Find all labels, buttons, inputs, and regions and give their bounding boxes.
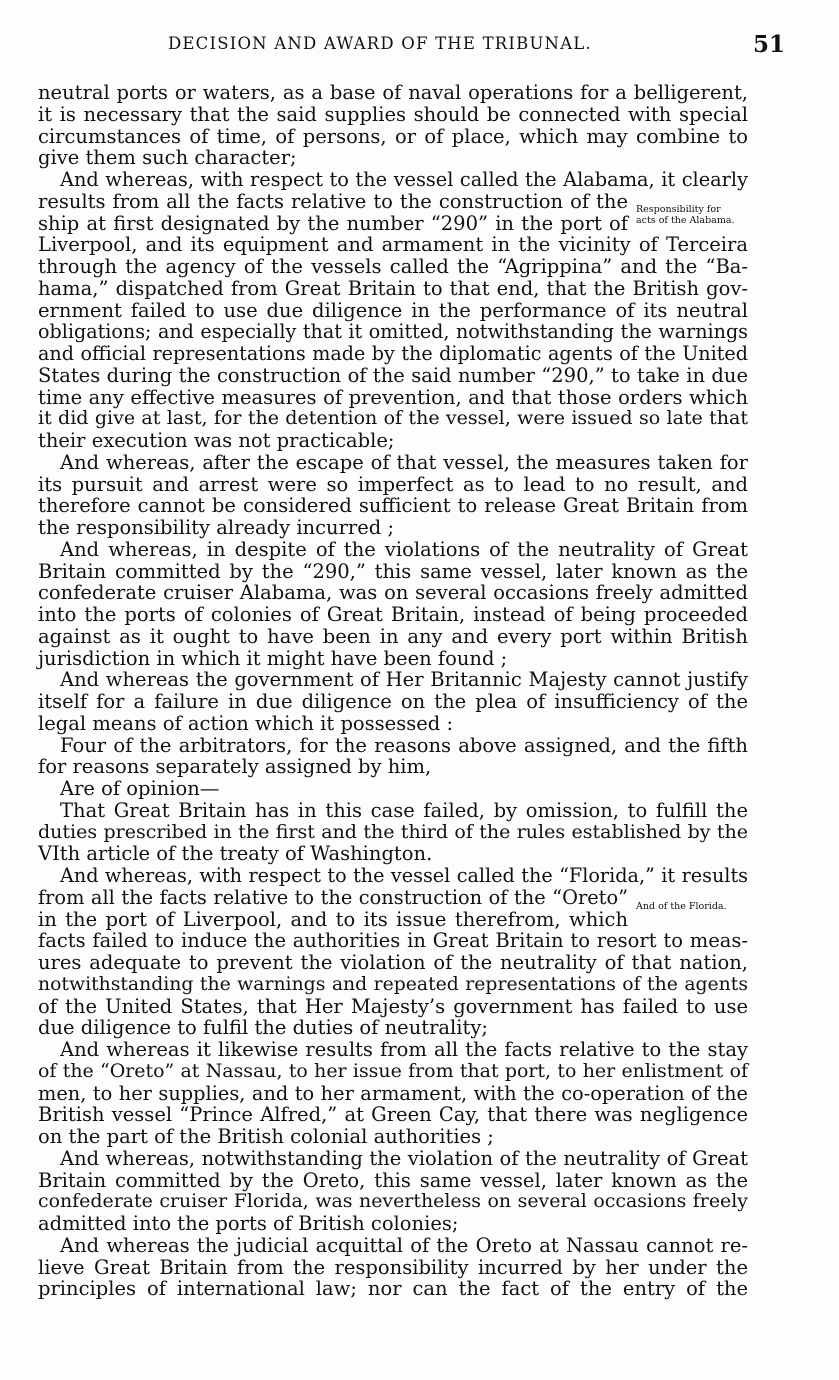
text-line: And whereas it likewise results from all the facts relative to the stay (60, 1038, 748, 1061)
margin-note-alabama: acts of the Alabama. (636, 215, 735, 226)
text-line: notwithstanding the warnings and repeated representations of the agents (38, 973, 748, 995)
text-line: itself for a failure in due diligence on the plea of insufficiency of the (38, 690, 748, 713)
text-line: And whereas, with respect to the vessel called the “Florida,” it results (60, 864, 748, 887)
text-line: obligations; and especially that it omitted, notwithstanding the warnings (38, 320, 748, 344)
text-line: give them such character; (38, 146, 297, 170)
text-line: Britain committed by the Oreto, this same vessel, later known as the (38, 1168, 748, 1192)
text-line: admitted into the ports of British colonies; (38, 1212, 459, 1235)
text-line: circumstances of time, of persons, or of place, which may combine to (38, 124, 748, 148)
text-line: Britain committed by the “290,” this same vessel, later known as the (38, 559, 748, 583)
text-line: time any effective measures of prevention, and that those orders which (38, 385, 748, 409)
text-line: That Great Britain has in this case failed, by omission, to fulfill the (60, 798, 748, 822)
text-line: of the United States, that Her Majesty’s government has failed to use (38, 994, 748, 1018)
text-line: hama,” dispatched from Great Britain to that end, that the British gov- (38, 276, 748, 300)
text-line: in the port of Liverpool, and to its issue therefrom, which (38, 907, 628, 931)
text-line: lieve Great Britain from the responsibility incurred by her under the (38, 1255, 748, 1279)
text-line: States during the construction of the said number “290,” to take in due (38, 363, 748, 387)
text-line: ship at first designated by the number “290” in the port of (38, 211, 628, 235)
text-line: legal means of action which it possessed : (38, 711, 454, 735)
text-line: facts failed to induce the authorities in Great Britain to resort to meas- (38, 929, 748, 953)
text-line: VIth article of the treaty of Washington. (38, 842, 433, 866)
text-line: And whereas the judicial acquittal of the Oreto at Nassau cannot re- (60, 1233, 748, 1257)
text-line: it did give at last, for the detention of the vessel, were issued so late that (38, 407, 748, 430)
text-line: against as it ought to have been in any and every port within British (38, 624, 748, 648)
text-line: neutral ports or waters, as a base of naval operations for a belligerent, (38, 81, 748, 104)
text-line: its pursuit and arrest were so imperfect as to lead to no result, and (38, 472, 748, 496)
text-line: Liverpool, and its equipment and armament in the vicinity of Terceira (38, 233, 748, 257)
text-line: their execution was not practicable; (38, 429, 395, 452)
text-line: into the ports of colonies of Great Britain, instead of being proceeded (38, 603, 748, 626)
running-title: DECISION AND AWARD OF THE TRIBUNAL. (168, 34, 592, 53)
text-line: ures adequate to prevent the violation of the neutrality of that nation, (38, 951, 748, 974)
text-line: Four of the arbitrators, for the reasons above assigned, and the fifth (60, 733, 748, 757)
text-line: Are of opinion— (60, 777, 220, 800)
text-line: And whereas, with respect to the vessel called the Alabama, it clearly (60, 168, 748, 191)
page-header (0, 31, 839, 64)
text-line: British vessel “Prince Alfred,” at Green Cay, that there was negligence (38, 1103, 748, 1127)
text-line: confederate cruiser Florida, was nevertheless on several occasions freely (38, 1190, 748, 1213)
text-line: jurisdiction in which it might have been found ; (38, 646, 508, 670)
text-line: And whereas, after the escape of that vessel, the measures taken for (60, 450, 748, 474)
text-line: for reasons separately assigned by him, (38, 755, 432, 779)
margin-note-responsibility: Responsibility for (636, 204, 721, 215)
margin-note-florida: And of the Florida. (636, 901, 727, 912)
text-line: due diligence to fulfil the duties of neutrality; (38, 1016, 488, 1040)
text-line: And whereas, notwithstanding the violation of the neutrality of Great (60, 1146, 748, 1170)
text-line: And whereas the government of Her Britannic Majesty cannot justify (60, 668, 748, 692)
text-line: therefore cannot be considered sufficient to release Great Britain from (38, 494, 748, 518)
text-line: it is necessary that the said supplies should be connected with special (38, 102, 748, 126)
text-line: principles of international law; nor can the fact of the entry of the (38, 1277, 748, 1301)
text-line: And whereas, in despite of the violations of the neutrality of Great (60, 537, 748, 561)
text-line: and official representations made by the diplomatic agents of the United (38, 342, 748, 365)
text-line: ernment failed to use due diligence in the performance of its neutral (38, 298, 748, 322)
page-number: 51 (752, 31, 785, 58)
text-line: the responsibility already incurred ; (38, 516, 395, 539)
body-text (38, 82, 748, 1300)
text-line: of the “Oreto” at Nassau, to her issue from that port, to her enlistment of (38, 1059, 748, 1082)
text-line: duties prescribed in the first and the third of the rules established by the (38, 820, 748, 843)
text-line: through the agency of the vessels called the “Agrippina” and the “Ba- (38, 255, 748, 278)
text-line: men, to her supplies, and to her armament, with the co-operation of the (38, 1081, 748, 1105)
text-line: from all the facts relative to the construction of the “Oreto” (38, 885, 628, 909)
text-line: on the part of the British colonial authorities ; (38, 1125, 494, 1148)
text-line: results from all the facts relative to the construction of the (38, 189, 628, 213)
text-line: confederate cruiser Alabama, was on several occasions freely admitted (38, 581, 748, 605)
